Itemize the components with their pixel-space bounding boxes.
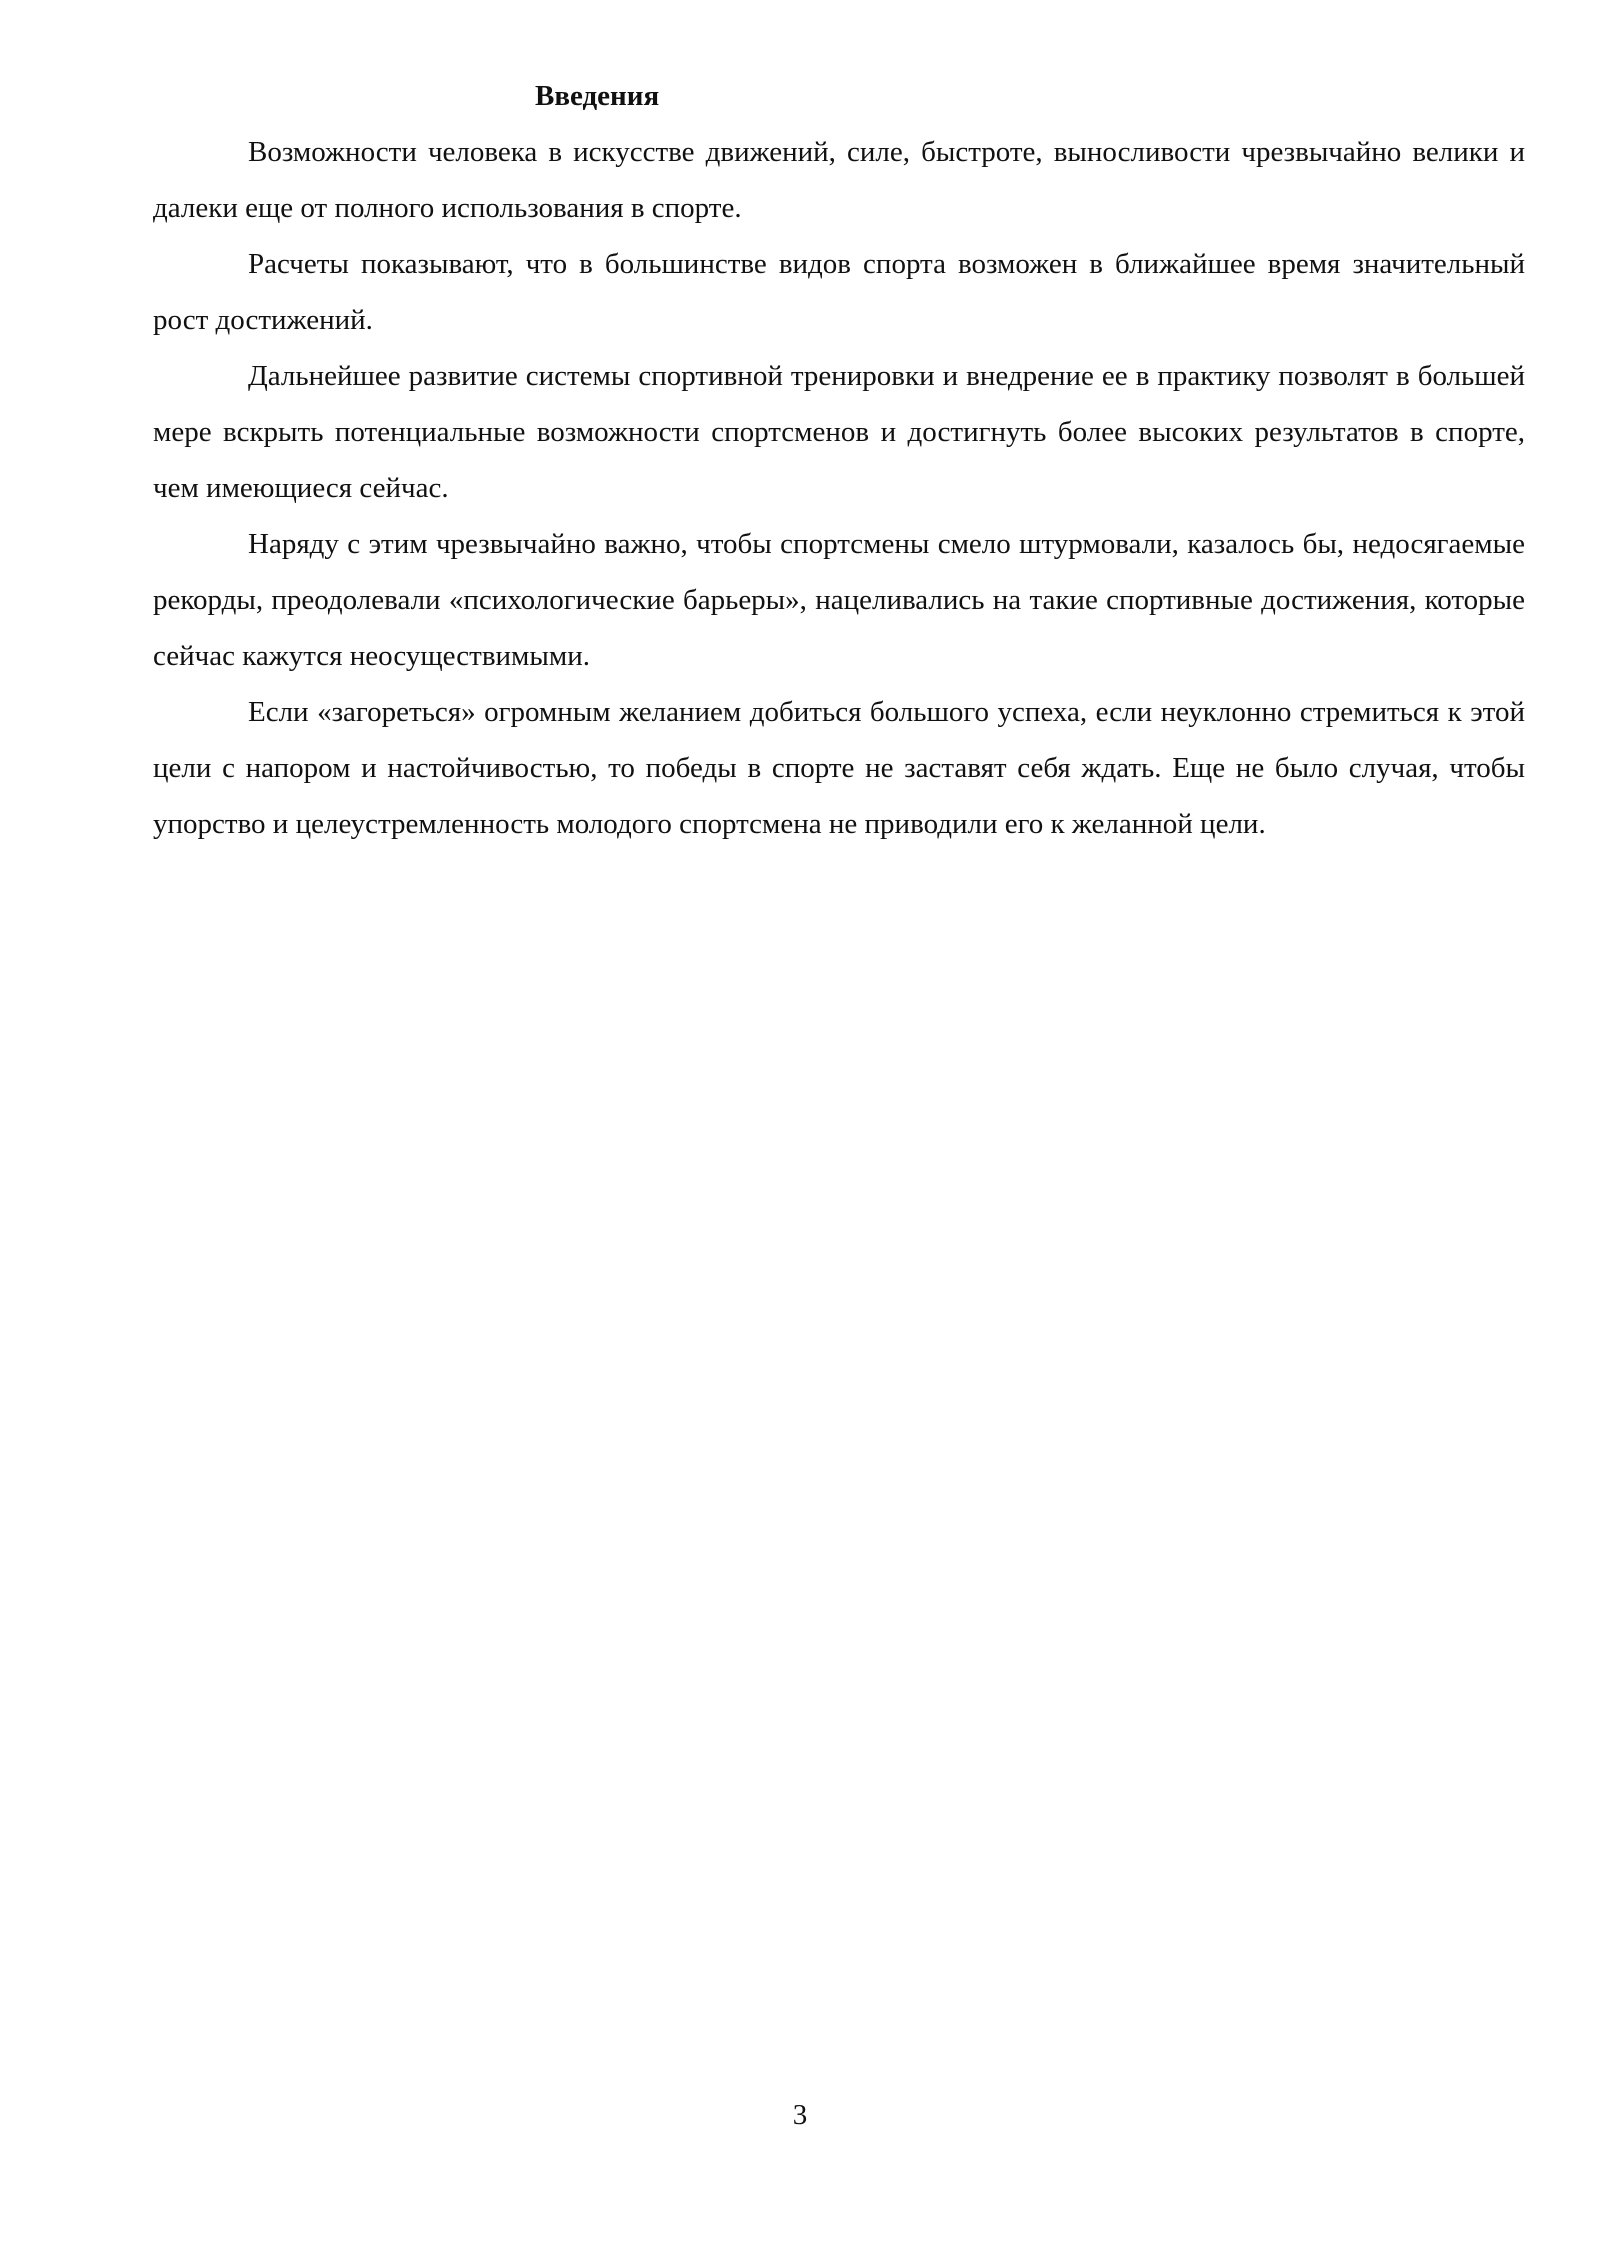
paragraph: Дальнейшее развитие системы спортивной тренировки и внедрение ее в практику позволят в большей мере вскрыть потенциальные возможности спортсменов и достигнуть более высоких результатов в спорте, чем имеющиеся сейчас.: [153, 360, 1525, 504]
paragraph: Если «загореться» огромным желанием добиться большого успеха, если неуклонно стремиться к этой цели с напором и настойчивостью, то победы в спорте не заставят себя ждать. Еще не было случая, чтобы упорство и целеустремленность молодого спортсмена не приводили его к желанной цели.: [153, 696, 1525, 840]
paragraph: Наряду с этим чрезвычайно важно, чтобы спортсмены смело штурмовали, казалось бы, недосягаемые рекорды, преодолевали «психологические барьеры», нацеливались на такие спортивные достижения, которые сейчас кажутся неосуществимыми.: [153, 528, 1525, 672]
section-heading: Введения: [535, 80, 660, 112]
body-text: [153, 124, 1525, 852]
page-number: 3: [792, 2099, 808, 2131]
paragraph: Возможности человека в искусстве движений, силе, быстроте, выносливости чрезвычайно велики и далеки еще от полного использования в спорте.: [153, 136, 1525, 224]
paragraph: Расчеты показывают, что в большинстве видов спорта возможен в ближайшее время значительный рост достижений.: [153, 248, 1525, 336]
